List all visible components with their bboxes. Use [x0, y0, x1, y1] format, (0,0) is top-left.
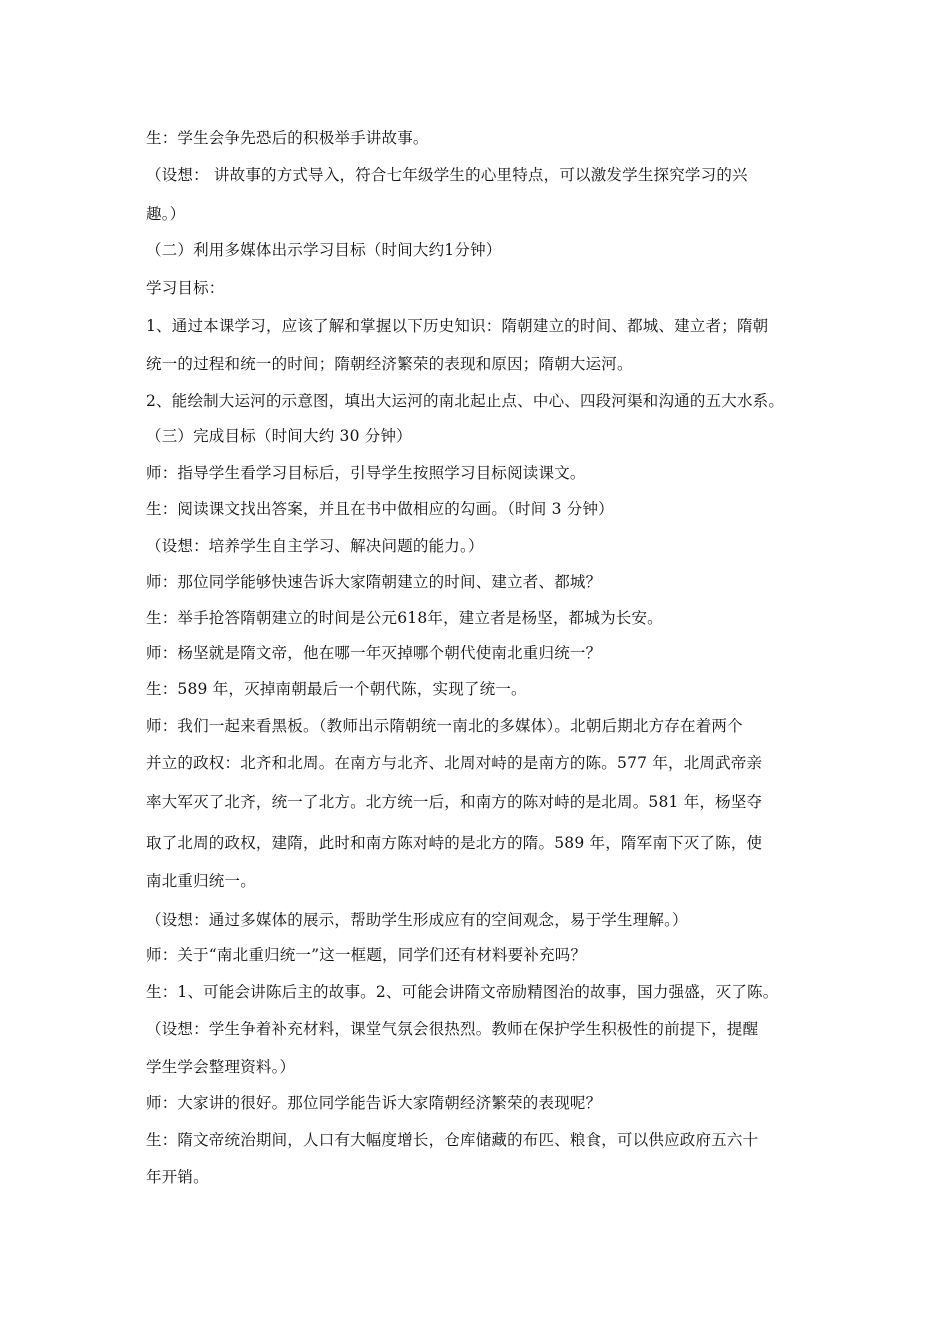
text-line: 师：关于“南北重归统一”这一框题，同学们还有材料要补充吗？ [146, 946, 587, 964]
text-line: 并立的政权：北齐和北周。在南方与北齐、北周对峙的是南方的陈。577 年，北周武帝亲 [146, 754, 763, 772]
text-line: 统一的过程和统一的时间；隋朝经济繁荣的表现和原因；隋朝大运河。 [146, 355, 633, 373]
text-line: 生：举手抢答隋朝建立的时间是公元618年，建立者是杨坚，都城为长安。 [146, 609, 663, 627]
text-line: 学习目标： [146, 279, 225, 297]
text-line: 师：指导学生看学习目标后，引导学生按照学习目标阅读课文。 [146, 464, 586, 482]
section-heading: （二）利用多媒体出示学习目标（时间大约1分钟） [146, 241, 502, 259]
text-line: （设想：学生争着补充材料，课堂气氛会很热烈。教师在保护学生积极性的前提下，提醒 [146, 1020, 759, 1038]
text-line: （设想：培养学生自主学习、解决问题的能力。） [146, 537, 484, 555]
text-line: 师：那位同学能够快速告诉大家隋朝建立的时间、建立者、都城？ [146, 573, 602, 591]
text-line: 趣。） [146, 205, 186, 223]
section-heading: （三）完成目标（时间大约 30 分钟） [146, 427, 412, 445]
text-line: （设想： 讲故事的方式导入，符合七年级学生的心里特点，可以激发学生探究学习的兴 [146, 166, 748, 184]
text-line: 师：大家讲的很好。那位同学能告诉大家隋朝经济繁荣的表现呢？ [146, 1094, 602, 1112]
text-line: 生：学生会争先恐后的积极举手讲故事。 [146, 129, 429, 147]
text-line: 2、能绘制大运河的示意图，填出大运河的南北起止点、中心、四段河渠和沟通的五大水系。 [146, 392, 785, 410]
text-line: 生：1、可能会讲陈后主的故事。2、可能会讲隋文帝励精图治的故事，国力强盛，灭了陈。 [146, 983, 779, 1001]
text-line: 师：我们一起来看黑板。（教师出示隋朝统一南北的多媒体）。北朝后期北方存在着两个 [146, 717, 743, 735]
text-line: （设想：通过多媒体的展示，帮助学生形成应有的空间观念，易于学生理解。） [146, 911, 688, 929]
text-line: 师：杨坚就是隋文帝，他在哪一年灭掉哪个朝代使南北重归统一？ [146, 644, 602, 662]
text-line: 率大军灭了北齐，统一了北方。北方统一后，和南方的陈对峙的是北周。581 年，杨坚夺 [146, 793, 763, 811]
text-line: 生：阅读课文找出答案，并且在书中做相应的勾画。（时间 3 分钟） [146, 500, 614, 518]
text-line: 生：隋文帝统治期间，人口有大幅度增长，仓库储藏的布匹、粮食，可以供应政府五六十 [146, 1131, 759, 1149]
text-line: 南北重归统一。 [146, 872, 256, 890]
text-line: 生：589 年，灭掉南朝最后一个朝代陈，实现了统一。 [146, 680, 527, 698]
text-line: 取了北周的政权，建隋，此时和南方陈对峙的是北方的隋。589 年，隋军南下灭了陈，使 [146, 834, 763, 852]
text-line: 年开销。 [146, 1168, 209, 1186]
text-line: 1、通过本课学习，应该了解和掌握以下历史知识：隋朝建立的时间、都城、建立者；隋朝 [146, 317, 769, 335]
text-line: 学生学会整理资料。） [146, 1058, 296, 1076]
